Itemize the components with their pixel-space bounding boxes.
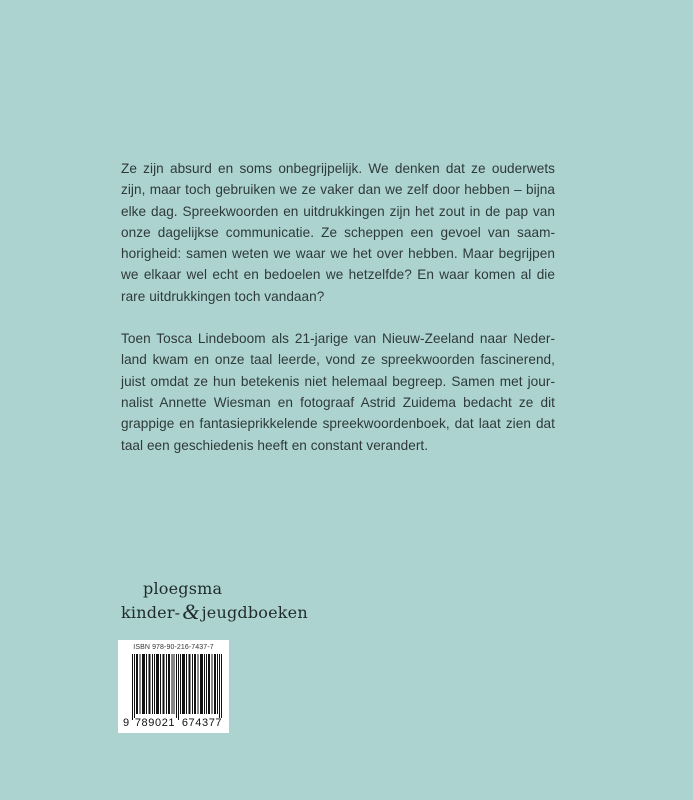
isbn-barcode [118, 640, 229, 733]
publisher-name: ploegsma [143, 579, 223, 598]
blurb-paragraph-2: Toen Tosca Lindeboom als 21-jarige van Nieuw-Zeeland naar Nederland kwam en onze taal leerde, vond ze spreekwoorden fascinerend, juist omdat ze hun betekenis niet helemaal begreep. Samen met journalist Annette Wiesman en fotograaf Astrid Zuidema bedacht ze dit grappige en fantasieprikkelende spreekwoordenboek, dat laat zien dat taal een geschiedenis heeft en constant verandert. [121, 331, 555, 453]
blurb-paragraph-1: Ze zijn absurd en soms onbegrijpelijk. We denken dat ze ouderwets zijn, maar toch gebruiken we ze vaker dan we zelf door hebben – bijna elke dag. Spreekwoorden en uitdrukkingen zijn het zout in de pap van onze dagelijkse communicatie. Ze scheppen een gevoel van saamhorigheid: samen weten we waar we het over hebben. Maar begrijpen we elkaar wel echt en bedoelen we hetzelfde? En waar komen al die rare uitdrukkingen toch vandaan? [121, 161, 555, 304]
imprint-jeugdboeken: jeugdboeken [201, 603, 308, 622]
back-cover-blurb [121, 158, 555, 477]
publisher-logo [121, 579, 308, 624]
ean-right-group: 674377 [181, 717, 223, 729]
barcode-bars-icon [123, 654, 224, 720]
imprint-kinder: kinder- [121, 603, 181, 622]
publisher-imprint [121, 601, 308, 624]
isbn-label: ISBN 978-90-216-7437-7 [133, 644, 214, 651]
ean-first-digit: 9 [123, 717, 130, 729]
ean-left-group: 789021 [134, 717, 176, 729]
ean-number [123, 718, 224, 729]
ampersand-glyph: & [182, 599, 200, 624]
